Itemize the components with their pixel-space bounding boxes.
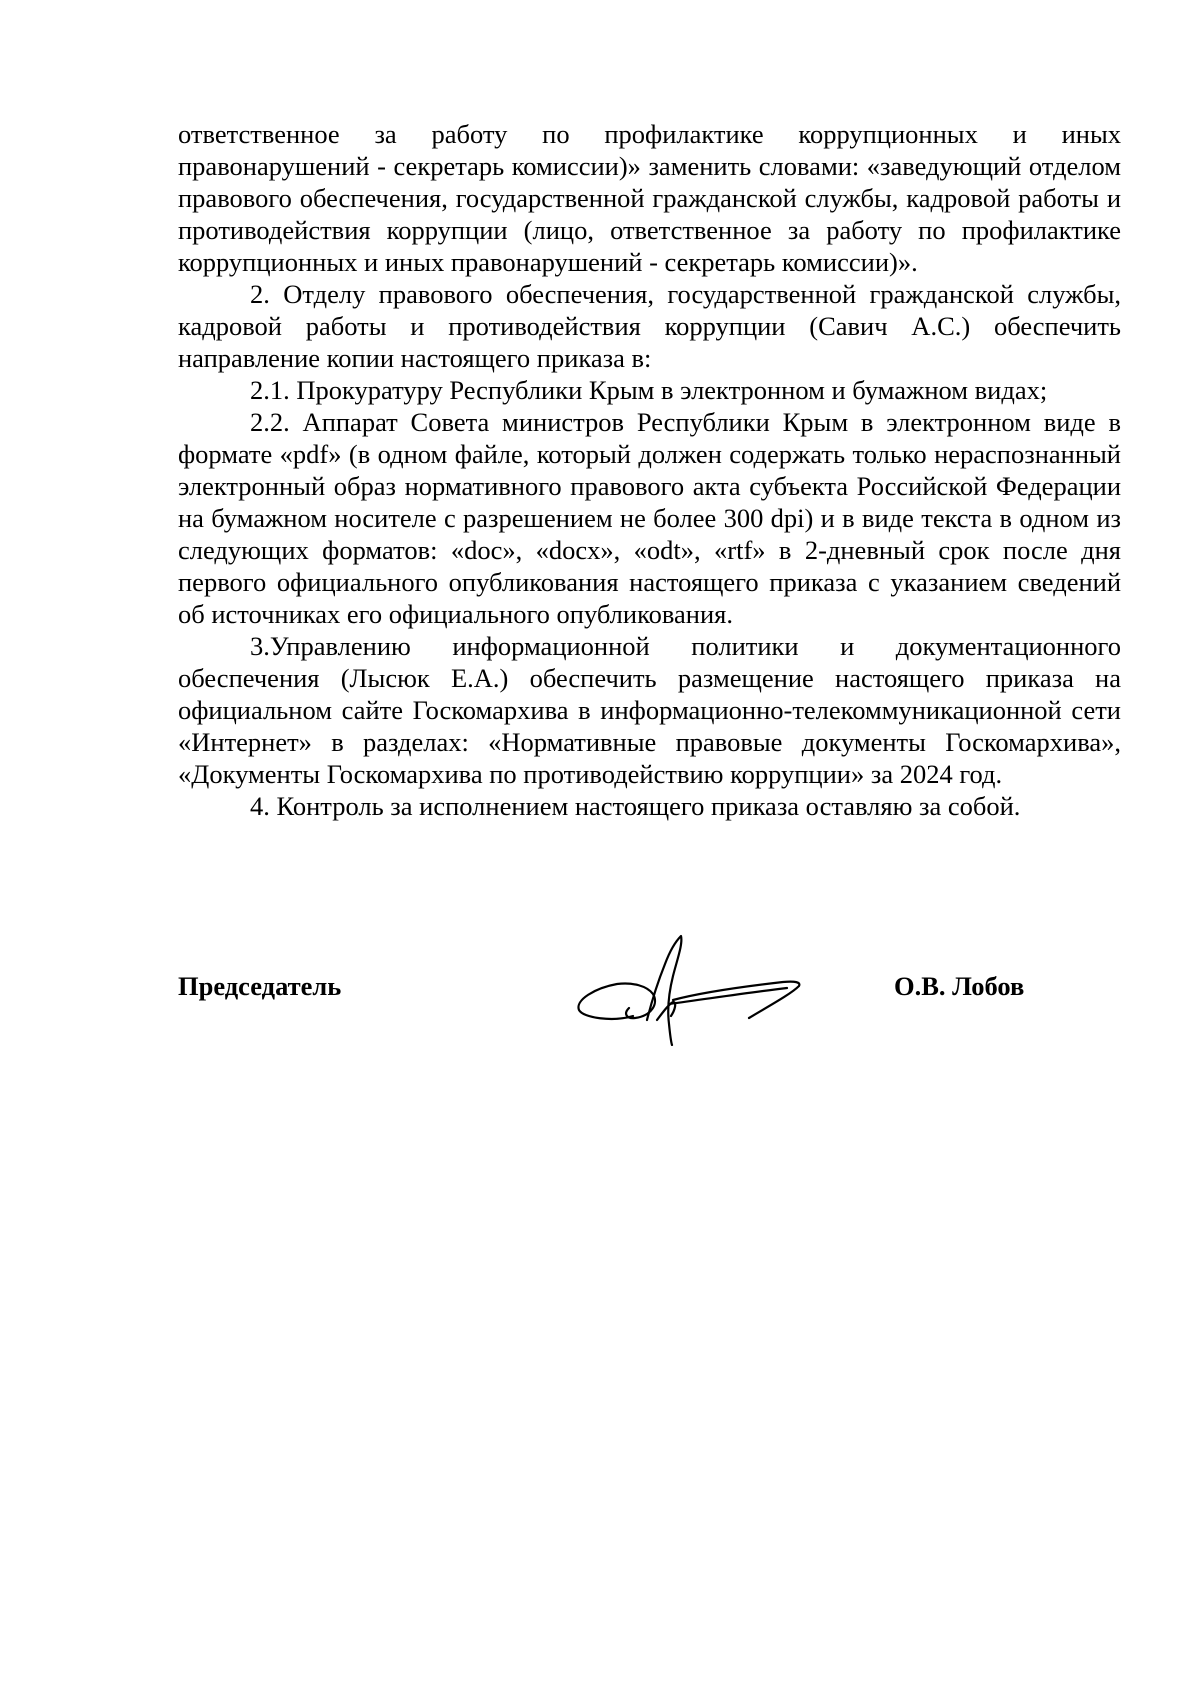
paragraph-item-4: 4. Контроль за исполнением настоящего приказа оставляю за собой. [250,791,1021,821]
paragraph-item-2-2: 2.2. Аппарат Совета министров Республики Крым в электронном виде в формате «pdf» (в одном файле, который должен содержать только нераспознанный электронный образ нормативного правового акта субъекта Российской Федерации на бумажном носителе с разрешением не более 300 dpi) и в виде текста в одном из следующих форматов: «doc», «docx», «odt», «rtf» в 2-дневный срок после дня первого официального опубликования настоящего приказа с указанием сведений об источниках его официального опубликования. [178,407,1121,629]
signature-block [178,926,1121,1046]
signatory-name: О.В. Лобов [894,971,1025,1001]
signatory-position: Председатель [178,971,342,1001]
paragraph-item-2-1: 2.1. Прокуратуру Республики Крым в электронном и бумажном видах; [250,375,1048,405]
handwritten-signature [573,934,823,1046]
document-body [178,118,1121,822]
paragraph-continuation: ответственное за работу по профилактике коррупционных и иных правонарушений - секретарь комиссии)» заменить словами: «заведующий отделом правового обеспечения, государственной гражданской службы, кадровой работы и противодействия коррупции (лицо, ответственное за работу по профилактике коррупционных и иных правонарушений - секретарь комиссии)». [178,119,1121,277]
paragraph-item-2: 2. Отделу правового обеспечения, государственной гражданской службы, кадровой работы и противодействия коррупции (Савич А.С.) обеспечить направление копии настоящего приказа в: [178,279,1121,373]
paragraph-item-3: 3.Управлению информационной политики и документационного обеспечения (Лысюк Е.А.) обеспечить размещение настоящего приказа на официальном сайте Госкомархива в информационно-телекоммуникационной сети «Интернет» в разделах: «Нормативные правовые документы Госкомархива», «Документы Госкомархива по противодействию коррупции» за 2024 год. [178,631,1121,789]
